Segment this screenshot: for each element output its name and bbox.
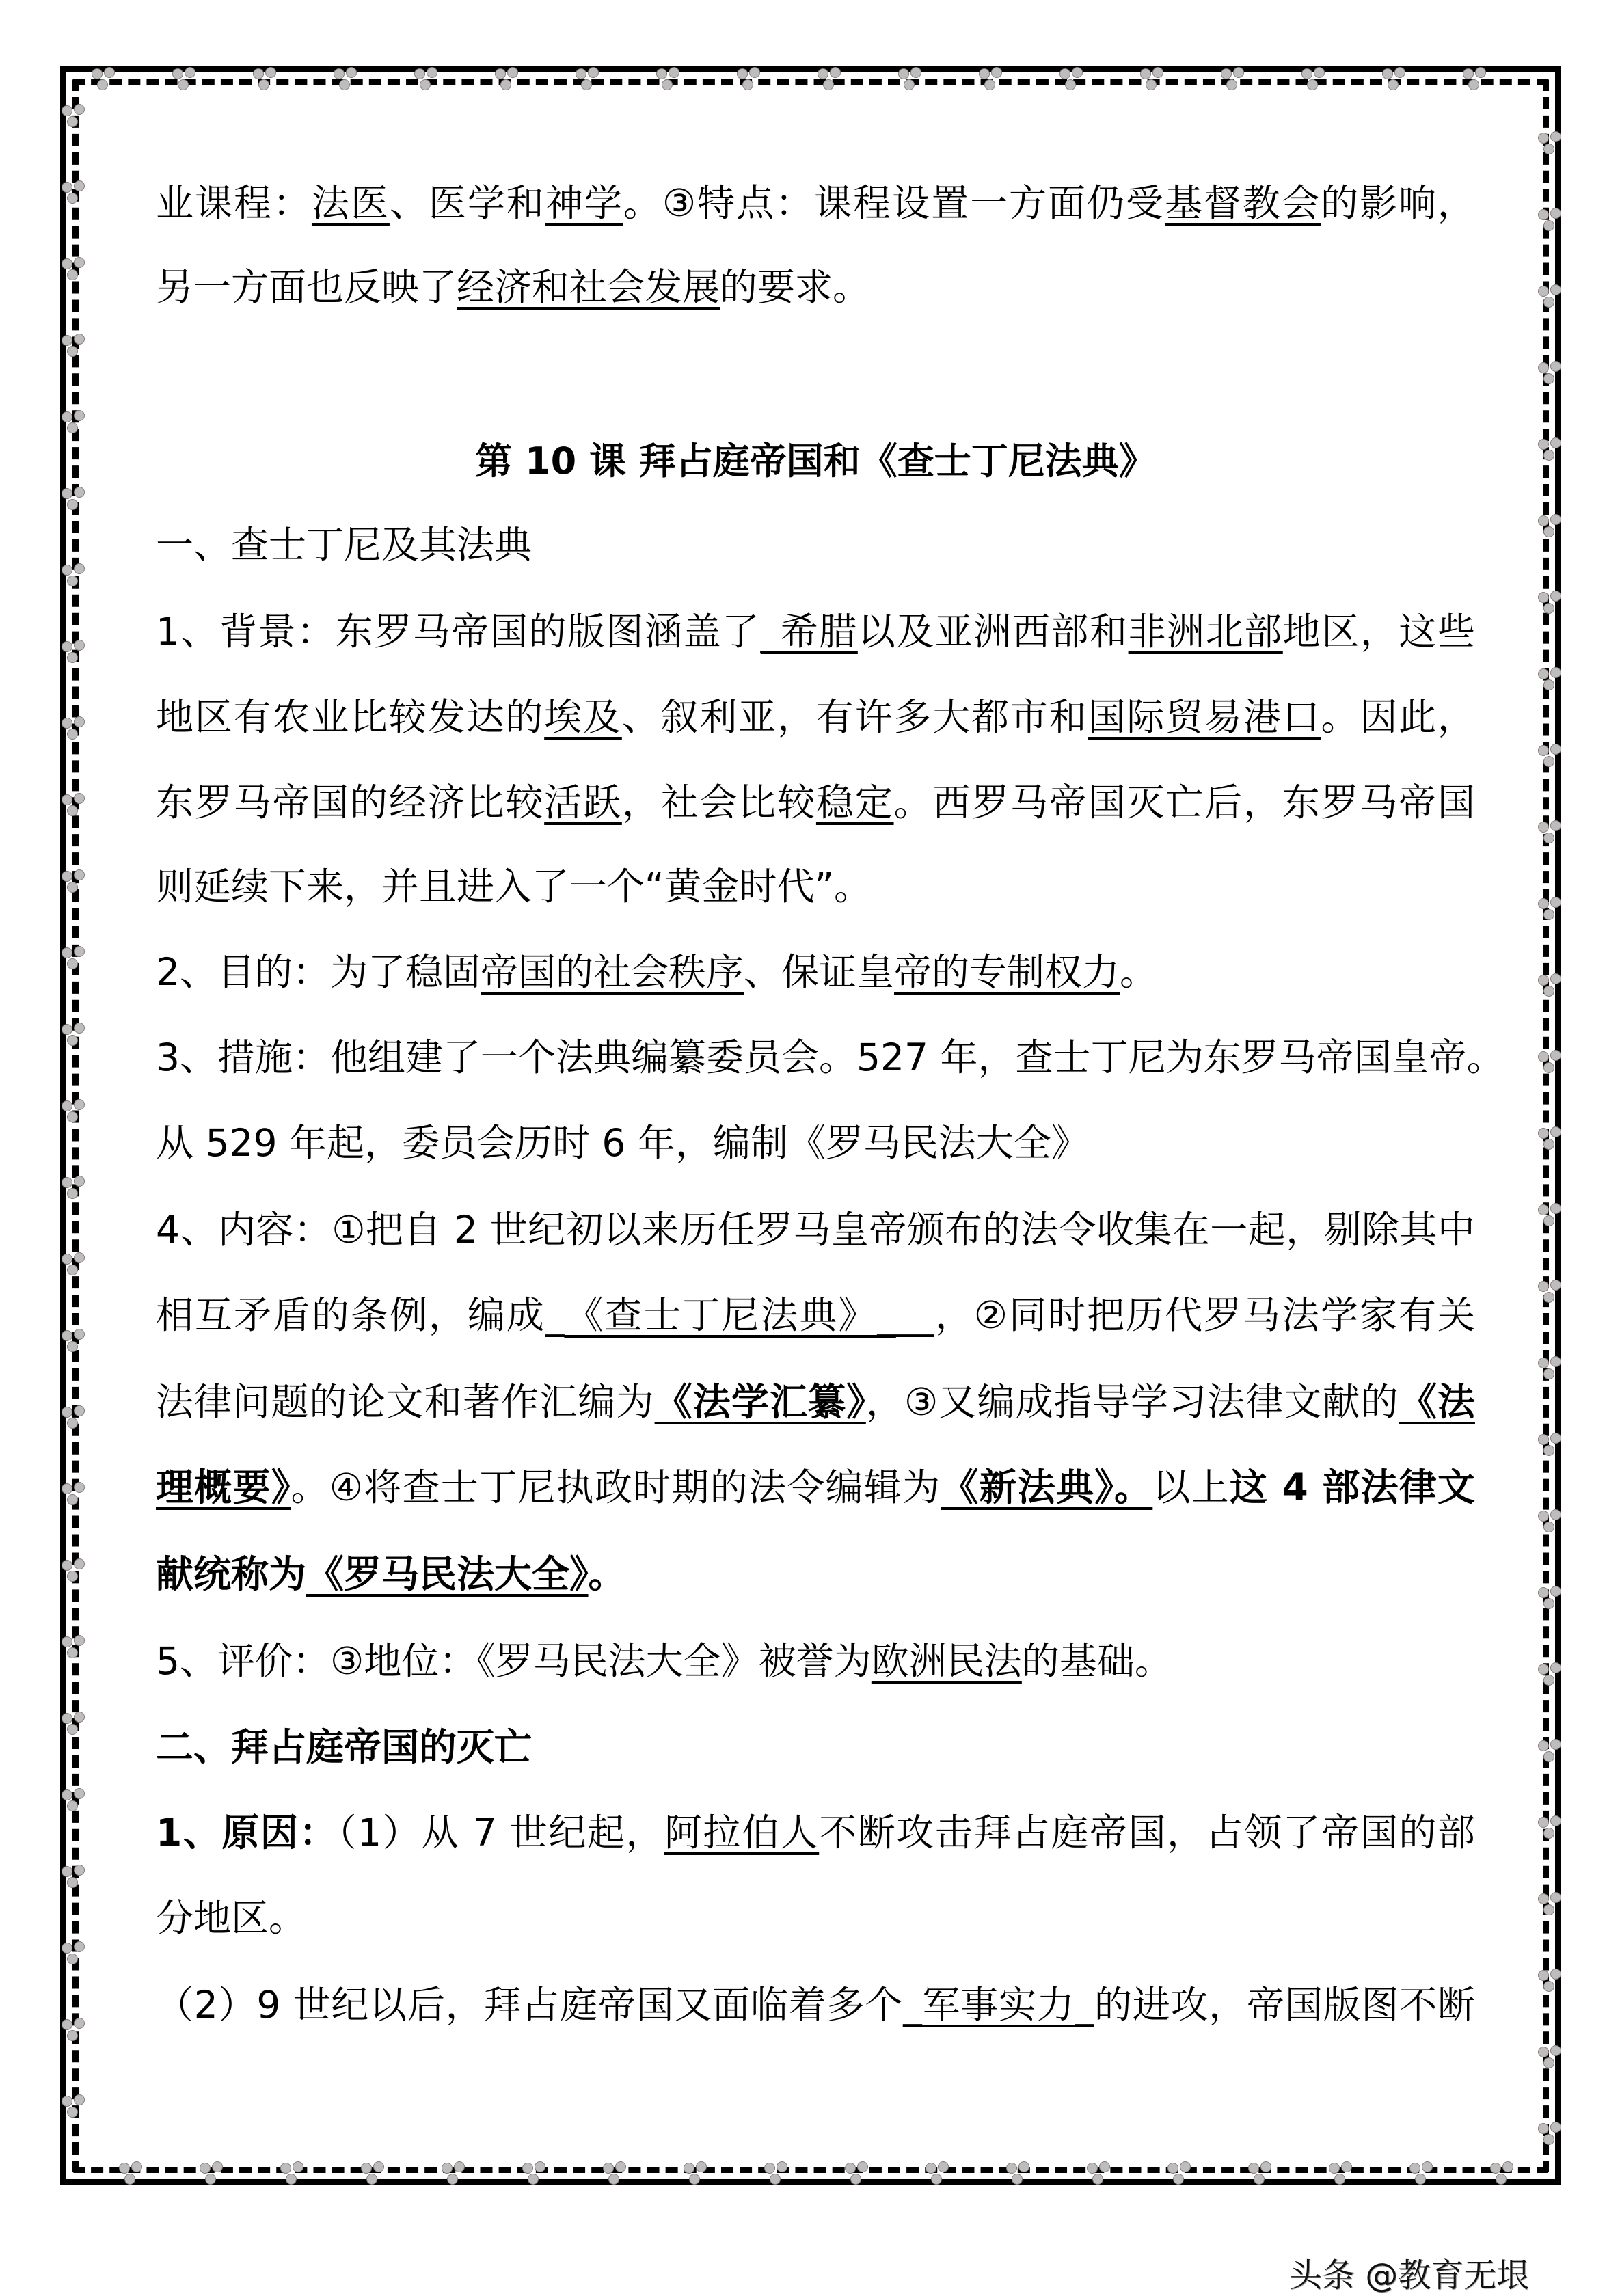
text-span: 、保证皇 xyxy=(744,950,895,994)
border-dots-icon xyxy=(59,2093,86,2120)
border-dots-icon xyxy=(59,1021,86,1049)
border-dots-icon xyxy=(59,485,86,513)
border-dots-icon xyxy=(1084,2160,1111,2187)
border-dots-icon xyxy=(1535,1049,1563,1076)
border-dots-icon xyxy=(681,2160,708,2187)
border-dots-icon xyxy=(59,256,86,283)
text-line xyxy=(156,1202,1475,1257)
text-span: 相互矛盾的条例，编成_ xyxy=(156,1293,565,1337)
border-dots-icon xyxy=(734,66,761,93)
border-dots-icon xyxy=(278,2160,305,2187)
border-dots-icon xyxy=(59,1710,86,1738)
border-dots-icon xyxy=(358,2160,386,2187)
border-dots-icon xyxy=(59,409,86,436)
underlined-term: 经济和社会发展 xyxy=(457,265,720,309)
border-dots-icon xyxy=(1003,2160,1031,2187)
border-dots-icon xyxy=(1535,1891,1563,1918)
text-span: 、医学和 xyxy=(389,181,545,225)
text-span: （2）9 世纪以后，拜占庭帝国又面临着多个 xyxy=(156,1983,904,2027)
text-span: ，社会比较 xyxy=(621,781,816,824)
text-span: 。 xyxy=(588,1552,626,1596)
border-dots-icon xyxy=(1535,589,1563,617)
border-dots-icon xyxy=(59,1251,86,1278)
text-span: 从 529 年起，委员会历时 6 年，编制《罗马民法大全》 xyxy=(156,1121,1089,1165)
text-span: 。③特点：课程设置一方面仍受 xyxy=(623,181,1165,225)
border-dots-icon xyxy=(1535,1508,1563,1535)
border-dots-icon xyxy=(1535,1584,1563,1612)
text-span: 不断攻击拜占庭帝国，占领了帝国的部 xyxy=(819,1811,1475,1854)
text-span: 另一方面也反映了 xyxy=(156,265,457,309)
border-dots-icon xyxy=(59,1098,86,1125)
border-dots-icon xyxy=(89,66,116,93)
text-line xyxy=(156,775,1475,830)
text-line xyxy=(156,1805,1475,1860)
border-dots-icon xyxy=(1535,972,1563,999)
border-dots-icon xyxy=(197,2160,224,2187)
text-line xyxy=(156,1547,1475,1602)
underlined-term: 稳定 xyxy=(815,781,894,824)
text-span: 这 4 部法律文 xyxy=(1229,1466,1475,1509)
border-dots-icon xyxy=(59,332,86,360)
border-dots-icon xyxy=(761,2160,789,2187)
text-span: 业课程： xyxy=(156,181,312,225)
border-dots-icon xyxy=(1535,206,1563,234)
border-dots-icon xyxy=(1535,2120,1563,2148)
text-span: 1、原因： xyxy=(156,1811,338,1854)
text-span: 3、措施：他组建了一个法典编纂委员会。527 年，查士丁尼为东罗马帝国皇帝。 xyxy=(156,1036,1504,1079)
underlined-term: 基督教会 xyxy=(1165,181,1321,225)
border-dots-icon xyxy=(1299,66,1326,93)
border-dots-icon xyxy=(116,2160,144,2187)
border-dots-icon xyxy=(1535,1661,1563,1688)
border-dots-icon xyxy=(1137,66,1165,93)
border-dots-icon xyxy=(1535,360,1563,387)
border-dots-icon xyxy=(331,66,358,93)
border-dots-icon xyxy=(59,715,86,742)
border-dots-icon xyxy=(1535,1431,1563,1459)
border-dots-icon xyxy=(59,1481,86,1508)
border-dots-icon xyxy=(59,945,86,972)
border-dots-icon xyxy=(1535,1738,1563,1765)
border-dots-icon xyxy=(519,2160,547,2187)
text-span: 4、内容：①把自 2 世纪初以来历任罗马皇帝颁布的法令收集在一起，剔除其中 xyxy=(156,1208,1475,1252)
text-line xyxy=(156,176,1475,230)
border-dots-icon xyxy=(59,1863,86,1891)
border-dots-icon xyxy=(1460,66,1487,93)
underlined-term: 非洲北部 xyxy=(1128,610,1283,653)
text-span: 的基础。 xyxy=(1021,1639,1172,1683)
text-span: __，②同时把历代罗马法学家有关 xyxy=(895,1293,1475,1337)
underlined-term: 阿拉伯人 xyxy=(664,1811,820,1854)
underlined-term: 欧洲民法 xyxy=(871,1639,1022,1683)
border-dots-icon xyxy=(59,1174,86,1202)
border-dots-icon xyxy=(59,179,86,206)
text-line xyxy=(156,1030,1504,1085)
underlined-term: 理概要》 xyxy=(156,1466,291,1509)
text-span: 分地区。 xyxy=(156,1896,307,1940)
text-span: 。因此， xyxy=(1321,695,1475,739)
text-span: 。④将查士丁尼执政时期的法令编辑为 xyxy=(291,1466,941,1509)
border-dots-icon xyxy=(170,66,197,93)
text-span: 。西罗马帝国灭亡后，东罗马帝国 xyxy=(893,781,1475,824)
border-dots-icon xyxy=(1535,2044,1563,2071)
text-span: 。 xyxy=(1120,950,1158,994)
text-span: （1）从 7 世纪起， xyxy=(338,1811,664,1854)
section-heading-1: 一、查士丁尼及其法典 xyxy=(156,523,532,567)
border-dots-icon xyxy=(59,2016,86,2044)
underlined-term: 帝的专制权力 xyxy=(894,950,1120,994)
text-span: 1、背景：东罗马帝国的版图涵盖了 xyxy=(156,610,761,653)
text-line xyxy=(156,1460,1475,1515)
underlined-term: 国际贸易港口 xyxy=(1088,695,1321,739)
text-span: 东罗马帝国的经济比较 xyxy=(156,781,545,824)
border-dots-icon xyxy=(976,66,1003,93)
border-dots-icon xyxy=(1535,742,1563,770)
border-dots-icon xyxy=(1379,66,1407,93)
underlined-term: 《法学汇纂》 xyxy=(654,1380,866,1424)
text-span: 的进攻，帝国版图不断 xyxy=(1094,1983,1475,2027)
border-dots-icon xyxy=(250,66,278,93)
border-dots-icon xyxy=(815,66,842,93)
border-dots-icon xyxy=(1535,1202,1563,1229)
section-heading-2: 二、拜占庭帝国的灭亡 xyxy=(156,1725,532,1769)
text-span: 以及亚洲西部和 xyxy=(857,610,1129,653)
underlined-term: 活跃 xyxy=(544,781,622,824)
text-line xyxy=(156,1375,1475,1429)
text-span: 2、目的：为了稳固 xyxy=(156,950,481,994)
border-dots-icon xyxy=(1535,1814,1563,1841)
border-dots-icon xyxy=(1535,436,1563,463)
underlined-term: 《罗马民法大全》 xyxy=(306,1552,589,1596)
border-dots-icon xyxy=(1535,666,1563,693)
border-dots-icon xyxy=(1165,2160,1192,2187)
border-dots-icon xyxy=(59,1404,86,1431)
text-line xyxy=(156,1116,1475,1170)
underlined-term: 《查士丁尼法典》_ xyxy=(564,1293,896,1337)
border-dots-icon xyxy=(1245,2160,1273,2187)
border-dots-icon xyxy=(1535,130,1563,157)
text-line xyxy=(156,1634,1475,1688)
text-line xyxy=(156,690,1475,744)
border-dots-icon xyxy=(59,792,86,819)
border-dots-icon xyxy=(59,1327,86,1355)
border-dots-icon xyxy=(59,868,86,895)
border-dots-icon xyxy=(59,1787,86,1814)
text-span: 5、评价：③地位：《罗马民法大全》被誉为 xyxy=(156,1639,872,1683)
text-span: 、叙利亚，有许多大都市和 xyxy=(621,695,1088,739)
border-dots-icon xyxy=(59,103,86,130)
border-dots-icon xyxy=(1535,513,1563,540)
underlined-term: 《新法典》。 xyxy=(941,1466,1153,1509)
underlined-term: 《法 xyxy=(1399,1380,1475,1424)
underlined-term: 法医 xyxy=(311,181,390,225)
text-span: 以上 xyxy=(1152,1466,1230,1509)
text-span: ，③又编成指导学习法律文献的 xyxy=(865,1380,1399,1424)
border-dots-icon xyxy=(439,2160,466,2187)
text-span: 献统称为 xyxy=(156,1552,307,1596)
text-line xyxy=(156,1891,1475,1945)
border-dots-icon xyxy=(1218,66,1245,93)
underlined-term: 埃及 xyxy=(544,695,622,739)
text-span: 的要求。 xyxy=(720,265,871,309)
lesson-title: 第 10 课 拜占庭帝国和《查士丁尼法典》 xyxy=(475,440,1156,483)
border-dots-icon xyxy=(59,1634,86,1661)
watermark: 头条 @教育无垠 xyxy=(1289,2256,1530,2295)
border-dots-icon xyxy=(59,1940,86,1967)
text-line xyxy=(156,945,1475,999)
text-line xyxy=(156,260,1475,314)
underlined-term: _军事实力_ xyxy=(903,1983,1094,2027)
border-dots-icon xyxy=(842,2160,869,2187)
border-dots-icon xyxy=(1535,1967,1563,1995)
border-dots-icon xyxy=(895,66,923,93)
text-line xyxy=(156,1288,1475,1342)
border-dots-icon xyxy=(1535,1125,1563,1152)
text-line xyxy=(156,604,1475,659)
underlined-term: _希腊 xyxy=(760,610,858,653)
border-dots-icon xyxy=(653,66,681,93)
border-dots-icon xyxy=(923,2160,950,2187)
underlined-term: 帝国的社会秩序 xyxy=(481,950,744,994)
border-dots-icon xyxy=(1057,66,1084,93)
border-dots-icon xyxy=(59,638,86,666)
border-dots-icon xyxy=(1535,1278,1563,1306)
text-span: 法律问题的论文和著作汇编为 xyxy=(156,1380,655,1424)
border-dots-icon xyxy=(1535,895,1563,923)
border-dots-icon xyxy=(411,66,439,93)
border-dots-icon xyxy=(600,2160,627,2187)
border-dots-icon xyxy=(1535,1355,1563,1382)
border-dots-icon xyxy=(1487,2160,1515,2187)
text-span: 地区，这些 xyxy=(1282,610,1475,653)
text-line xyxy=(156,1977,1475,2032)
text-span: 的影响， xyxy=(1320,181,1475,225)
underlined-term: 神学 xyxy=(545,181,623,225)
border-dots-icon xyxy=(1326,2160,1353,2187)
border-dots-icon xyxy=(492,66,519,93)
text-line xyxy=(156,859,1475,914)
border-dots-icon xyxy=(1535,283,1563,310)
text-span: 地区有农业比较发达的 xyxy=(156,695,545,739)
border-dots-icon xyxy=(573,66,600,93)
border-dots-icon xyxy=(59,1557,86,1584)
border-dots-icon xyxy=(1407,2160,1434,2187)
text-span: 则延续下来，并且进入了一个“黄金时代”。 xyxy=(156,865,872,908)
border-dots-icon xyxy=(1535,819,1563,846)
border-dots-icon xyxy=(59,562,86,589)
